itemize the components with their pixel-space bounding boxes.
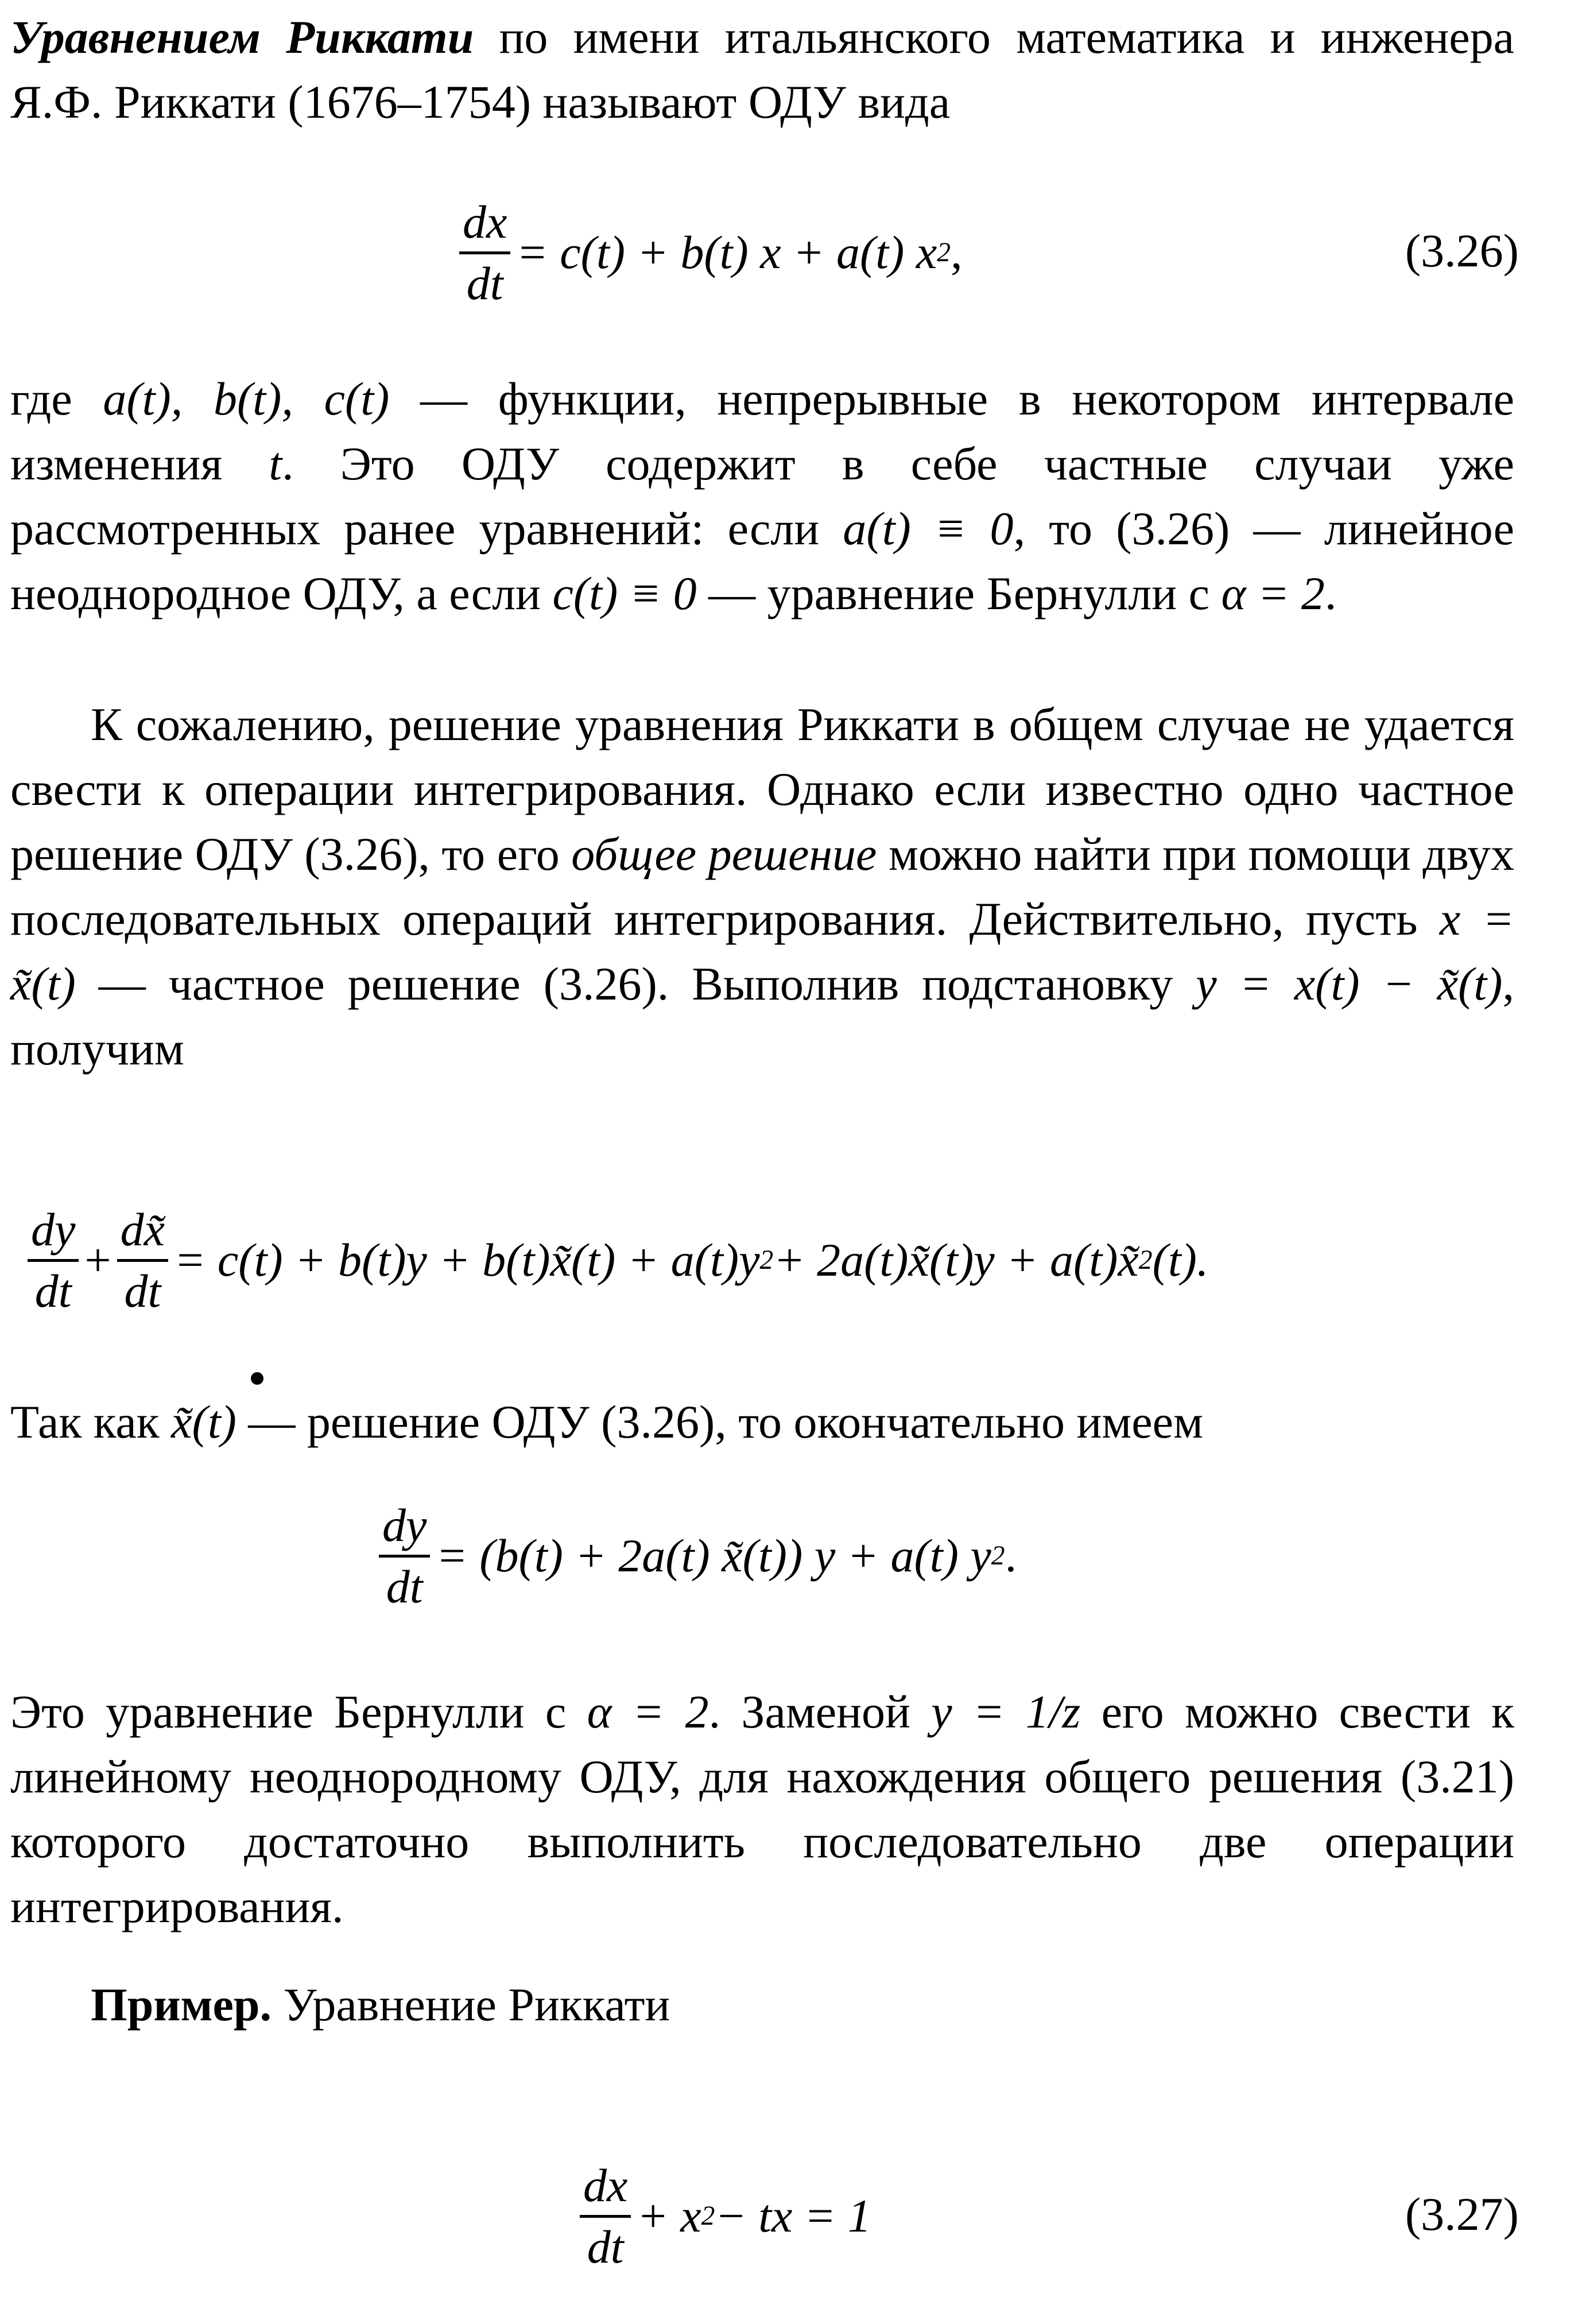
math-inline: c(t) ≡ 0 bbox=[552, 567, 697, 619]
print-dot bbox=[251, 1372, 263, 1385]
equation-number: (3.26) bbox=[1405, 224, 1519, 277]
equation-number: (3.27) bbox=[1405, 2188, 1519, 2240]
math-inline: x̃(t) bbox=[171, 1396, 236, 1448]
equation-rhs: = c(t) + b(t) x + a(t) x bbox=[516, 226, 937, 278]
math-inline: t bbox=[269, 437, 282, 490]
paragraph-so-since: Так как x̃(t) — решение ОДУ (3.26), то окончательно имеем bbox=[10, 1396, 1203, 1448]
term-riccati-equation: Уравнением Риккати bbox=[10, 11, 474, 63]
equation-substitution: $\frac{dy}{dt}$ + $\frac{dx̃}{dt}$ = c(t) + b(t)y + b(t)x̃(t) + a(t)y 2 + 2a(t)x̃(t)y + a(t)x̃ 2 (t). bbox=[0, 1203, 1582, 1318]
equation-3-26: $\frac{dx}{dt}$ = c(t) + b(t) x + a(t) x 2 , (3.26) bbox=[0, 195, 1582, 310]
math-inline: α = 2 bbox=[587, 1686, 709, 1738]
math-inline: x = x̃(t) bbox=[10, 893, 1515, 1010]
equation-bernoulli-form: $\frac{dy}{dt}$ = (b(t) + 2a(t) x̃(t)) y + a(t) y 2 . bbox=[0, 1498, 1582, 1613]
math-inline: y = x(t) − x̃(t) bbox=[1196, 958, 1503, 1010]
math-inline: α = 2 bbox=[1221, 567, 1325, 619]
math-inline: y = 1/z bbox=[931, 1686, 1081, 1738]
paragraph-bernoulli: Это уравнение Бернулли с α = 2. Заменой y = 1/z его можно свести к линейному неоднородному ОДУ, для нахождения общего решения (3.21) которого достаточно выполнить последовательно две операции интегрирования. bbox=[10, 1686, 1514, 1932]
equation-3-27: $\frac{dx}{dt}$ + x 2 − tx = 1 (3.27) bbox=[0, 2159, 1582, 2273]
paragraph-functions: где a(t), b(t), c(t) — функции, непрерывные в некотором интервале изменения t. Это ОДУ содержит в себе частные случаи уже рассмотренных ранее уравнений: если a(t) ≡ 0, то (3.26) — линейное неоднородное ОДУ, а если c(t) ≡ 0 — уравнение Бернулли с α = 2. bbox=[10, 373, 1514, 619]
fraction-dy-dt: $\frac{dy}{dt}$ bbox=[28, 1206, 79, 1315]
math-inline: a(t), b(t), c(t) bbox=[103, 373, 390, 425]
paragraph-riccati-definition bbox=[10, 5, 1514, 134]
math-inline: a(t) ≡ 0 bbox=[843, 502, 1014, 555]
emphasis-general-solution: общее решение bbox=[571, 828, 877, 880]
fraction-dxtilde-dt: $\frac{dx̃}{dt}$ bbox=[117, 1206, 168, 1315]
paragraph-general-solution: К сожалению, решение уравнения Риккати в общем случае не удается свести к операции интегрирования. Однако если известно одно частное решение ОДУ (3.26), то его общее решение можно найти при помощи двух последовательных операций интегрирования. Действительно, пусть x = x̃(t) — частное решение (3.26). Выполнив подстановку y = x(t) − x̃(t), получим bbox=[10, 698, 1515, 1075]
example-label: Пример. bbox=[91, 1978, 272, 2031]
fraction-dy-dt: $\frac{dy}{dt}$ bbox=[379, 1502, 430, 1610]
example-heading: Пример. Уравнение Риккати bbox=[91, 1978, 670, 2031]
fraction-dx-dt: $\frac{dx}{dt}$ bbox=[580, 2162, 631, 2271]
fraction-dx-dt: $\frac{dx}{dt}$ bbox=[459, 199, 510, 307]
definition-text: по имени итальянского математика и инженера Я.Ф. Риккати (1676–1754) называют ОДУ вида bbox=[10, 11, 1514, 128]
